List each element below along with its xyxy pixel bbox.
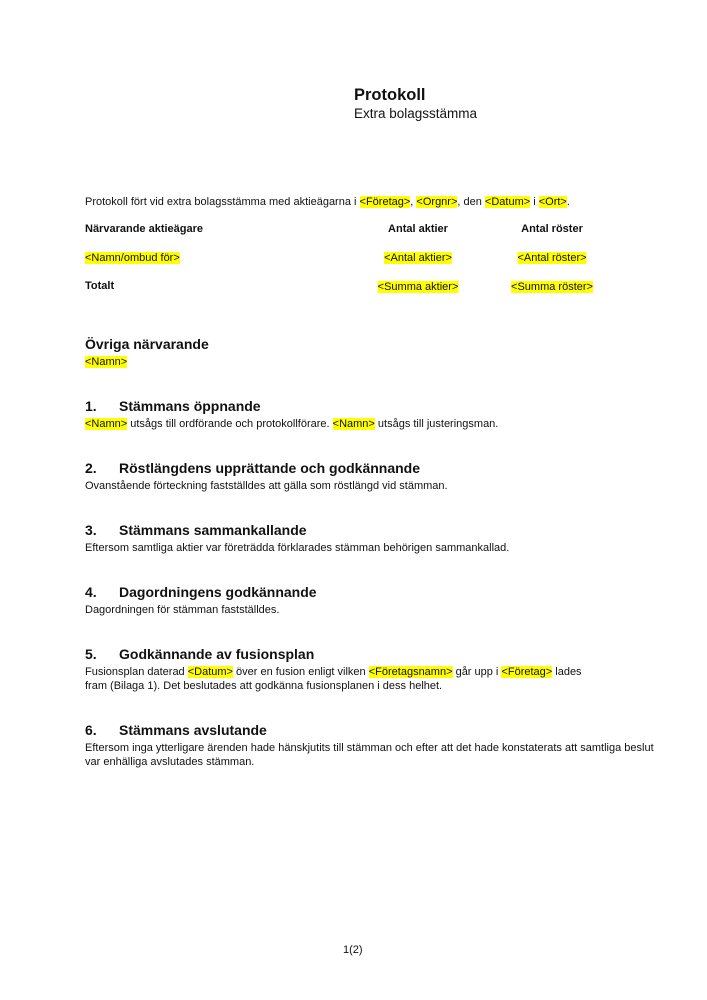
section-title: Godkännande av fusionsplan	[119, 646, 315, 662]
document-title: Protokoll	[354, 86, 426, 104]
placeholder-sum-votes: <Summa röster>	[511, 281, 593, 293]
placeholder-place: <Ort>	[538, 196, 567, 208]
section-heading-3	[85, 522, 307, 538]
table-cell	[517, 251, 586, 265]
section-number: 5.	[85, 646, 97, 662]
section-title: Dagordningens godkännande	[119, 584, 317, 600]
section-text-1	[85, 418, 685, 432]
section-number: 4.	[85, 584, 97, 600]
section-number: 3.	[85, 522, 97, 538]
section-text-3: Eftersom samtliga aktier var företrädda förklarades stämman behörigen sammankallad.	[85, 542, 510, 554]
section-heading-4	[85, 584, 317, 600]
section-text-4: Dagordningen för stämman fastställdes.	[85, 604, 280, 616]
placeholder-name: <Namn>	[332, 418, 375, 430]
placeholder-shareholder: <Namn/ombud för>	[85, 252, 180, 264]
section-text-6: Eftersom inga ytterligare ärenden hade hänskjutits till stämman och efter att det hade konstaterats att samtliga beslut var enhälliga avslutades stämman.	[85, 742, 654, 768]
section-title: Stämmans öppnande	[119, 398, 261, 414]
section-text: utsågs till ordförande och protokollförare.	[127, 418, 333, 430]
section-title: Stämmans avslutande	[119, 722, 267, 738]
intro-separator: ,	[410, 196, 417, 208]
section-heading-1	[85, 398, 261, 414]
placeholder-date: <Datum>	[187, 666, 233, 678]
section-text: Fusionsplan daterad	[85, 666, 188, 678]
placeholder-company: <Företag>	[501, 666, 553, 678]
others-heading: Övriga närvarande	[85, 336, 209, 352]
placeholder-date: <Datum>	[484, 196, 531, 208]
section-number: 2.	[85, 460, 97, 476]
header-shareholders: Närvarande aktieägare	[85, 223, 204, 235]
section-text: över en fusion enligt vilken	[232, 666, 369, 678]
placeholder-name: <Namn>	[85, 356, 128, 368]
section-heading-2	[85, 460, 420, 476]
page-number: 1(2)	[343, 944, 363, 956]
section-heading-5	[85, 646, 314, 662]
placeholder-name: <Namn>	[85, 418, 128, 430]
section-title: Röstlängdens upprättande och godkännande	[119, 460, 421, 476]
section-number: 6.	[85, 722, 97, 738]
section-number: 1.	[85, 398, 97, 414]
section-text: lades fram (Bilaga 1). Det beslutades att godkänna fusionsplanen i dess helhet.	[85, 666, 582, 692]
intro-separator: i	[530, 196, 539, 208]
placeholder-votes: <Antal röster>	[517, 252, 587, 264]
placeholder-shares: <Antal aktier>	[384, 252, 452, 264]
table-cell	[511, 280, 593, 294]
document-subtitle: Extra bolagsstämma	[354, 106, 478, 121]
intro-separator: , den	[457, 196, 485, 208]
header-votes: Antal röster	[521, 223, 583, 235]
placeholder-orgnr: <Orgnr>	[416, 196, 458, 208]
placeholder-company: <Företag>	[359, 196, 411, 208]
intro-paragraph	[85, 195, 570, 209]
placeholder-company-name: <Företagsnamn>	[368, 666, 453, 678]
section-text-2: Ovanstående förteckning fastställdes att gälla som röstlängd vid stämman.	[85, 480, 448, 492]
total-label: Totalt	[85, 280, 115, 292]
section-heading-6	[85, 722, 267, 738]
section-text-5	[85, 666, 605, 693]
section-text: går upp i	[452, 666, 502, 678]
section-title: Stämmans sammankallande	[119, 522, 307, 538]
table-row	[85, 251, 180, 265]
header-shares: Antal aktier	[388, 223, 448, 235]
table-cell	[378, 280, 459, 294]
placeholder-sum-shares: <Summa aktier>	[377, 281, 459, 293]
intro-text: Protokoll fört vid extra bolagsstämma med aktieägarna i	[85, 196, 360, 208]
section-text: utsågs till justeringsman.	[374, 418, 499, 430]
table-cell	[384, 251, 452, 265]
others-name	[85, 355, 127, 369]
intro-end: .	[566, 196, 570, 208]
